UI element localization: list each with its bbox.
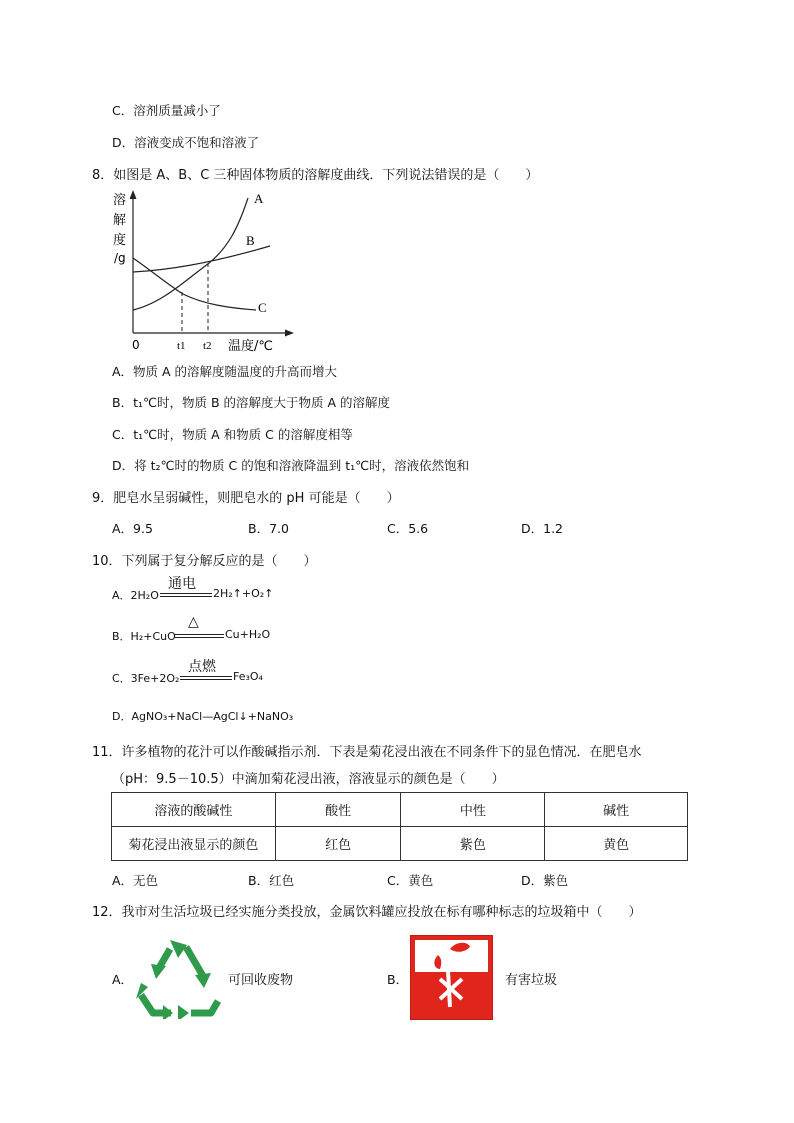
q11-option-d: D．紫色 [521, 873, 569, 888]
q7-option-d: D．溶液变成不饱和溶液了 [112, 135, 260, 150]
label-a: A [254, 191, 264, 206]
ylabel-4: /g [114, 251, 126, 265]
x-axis [133, 330, 294, 337]
eq-a-left: A．2H₂O [112, 589, 159, 602]
q12-option-b-letter: B． [387, 972, 409, 987]
eq-c-equals [180, 676, 232, 680]
table-cell: 碱性 [545, 793, 688, 827]
q10-stem: 10．下列属于复分解反应的是（ ） [92, 554, 317, 569]
label-c: C [258, 300, 267, 315]
eq-c-left: C．3Fe+2O₂ [112, 672, 180, 685]
eq-a-right: 2H₂↑+O₂↑ [213, 587, 274, 600]
table-cell: 酸性 [275, 793, 401, 827]
label-b: B [246, 233, 255, 248]
q8-option-a: A．物质 A 的溶解度随温度的升高而增大 [112, 364, 338, 379]
eq-b-condition: △ [188, 614, 199, 630]
ylabel-3: 度 [113, 233, 127, 248]
q11-stem-line1: 11．许多植物的花汁可以作酸碱指示剂．下表是菊花浸出液在不同条件下的显色情况．在肥皂水 [92, 745, 642, 760]
table-cell: 中性 [401, 793, 545, 827]
q12-option-a-label: 可回收废物 [228, 973, 294, 988]
curve-a [133, 198, 248, 310]
q11-option-c: C．黄色 [387, 873, 434, 888]
q8-option-c: C．t₁℃时，物质 A 和物质 C 的溶解度相等 [112, 427, 353, 442]
eq-b-right: Cu+H₂O [225, 628, 271, 641]
curve-c [133, 258, 256, 310]
q11-stem-line2: （pH：9.5－10.5）中滴加菊花浸出液，溶液显示的颜色是（ ） [112, 772, 505, 787]
eq-c-condition: 点燃 [188, 659, 216, 675]
eq-c-right: Fe₃O₄ [233, 670, 263, 683]
q11-option-a: A．无色 [112, 873, 159, 888]
table-cell: 红色 [275, 827, 401, 861]
q12-option-a-letter: A． [112, 972, 134, 987]
tick-t2: t2 [203, 340, 212, 352]
table-header-row [112, 793, 688, 827]
table-row [112, 827, 688, 861]
ylabel-2: 解 [113, 213, 127, 228]
ylabel-1: 溶 [113, 193, 127, 208]
q10-option-d: D．AgNO₃+NaCl—AgCl↓+NaNO₃ [112, 710, 294, 723]
solubility-chart [108, 188, 298, 358]
q7-option-c: C．溶剂质量减小了 [112, 103, 221, 118]
q12-option-b-label: 有害垃圾 [505, 973, 558, 988]
eq-a-condition: 通电 [168, 576, 196, 592]
table-cell: 黄色 [545, 827, 688, 861]
eq-b-left: B．H₂+CuO [112, 630, 176, 643]
q9-option-d: D．1.2 [521, 521, 564, 536]
hazard-icon [410, 935, 493, 1020]
table-cell: 菊花浸出液显示的颜色 [112, 827, 276, 861]
q9-option-b: B．7.0 [248, 521, 289, 536]
eq-b-equals [174, 634, 224, 638]
tick-t1: t1 [177, 340, 186, 352]
recycle-icon [133, 937, 223, 1019]
q8-option-d: D．将 t₂℃时的物质 C 的饱和溶液降温到 t₁℃时，溶液依然饱和 [112, 458, 470, 473]
origin-label: 0 [132, 338, 140, 352]
q9-option-c: C．5.6 [387, 521, 429, 536]
q9-option-a: A．9.5 [112, 521, 153, 536]
eq-a-equals [160, 593, 212, 597]
q8-option-b: B．t₁℃时，物质 B 的溶解度大于物质 A 的溶解度 [112, 395, 391, 410]
q12-stem: 12．我市对生活垃圾已经实施分类投放，金属饮料罐应投放在标有哪种标志的垃圾箱中（ ） [92, 905, 642, 920]
table-cell: 溶液的酸碱性 [112, 793, 276, 827]
table-cell: 紫色 [401, 827, 545, 861]
xlabel: 温度/℃ [228, 339, 273, 354]
q9-stem: 9．肥皂水呈弱碱性，则肥皂水的 pH 可能是（ ） [92, 491, 400, 506]
q8-stem: 8．如图是 A、B、C 三种固体物质的溶解度曲线．下列说法错误的是（ ） [92, 168, 539, 183]
indicator-table [111, 792, 688, 861]
q11-option-b: B．红色 [248, 873, 295, 888]
y-axis [130, 190, 137, 333]
